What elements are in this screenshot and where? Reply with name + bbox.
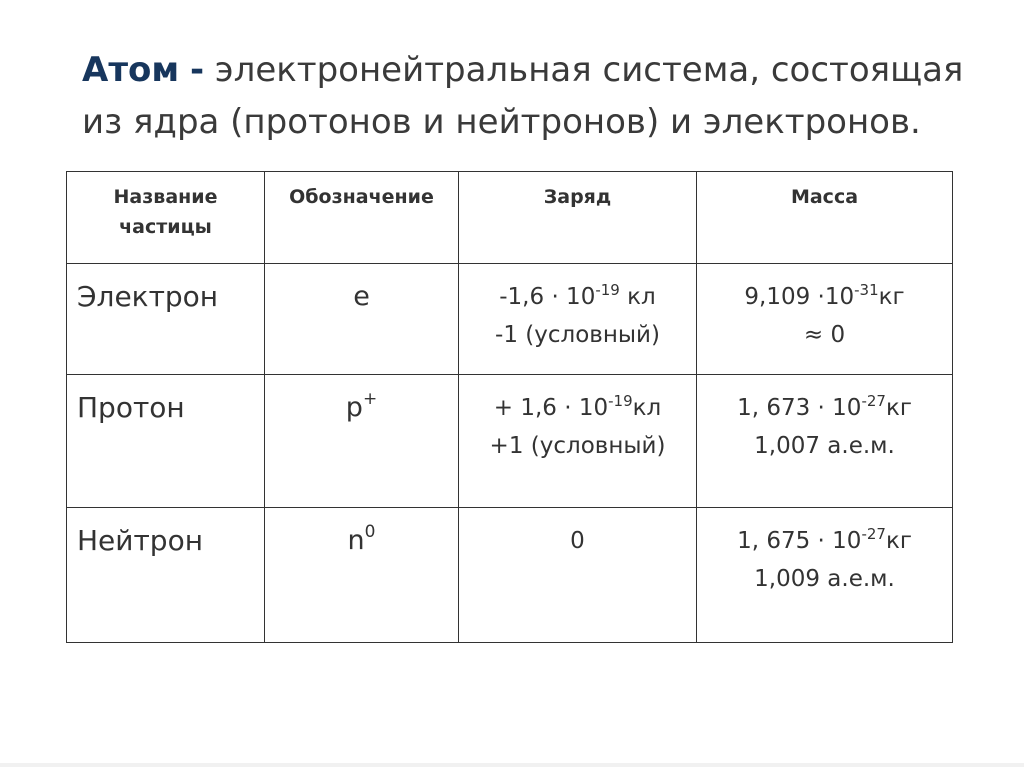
particle-mass — [697, 508, 953, 643]
slide-bottom-edge — [0, 763, 1024, 767]
particle-charge — [459, 508, 697, 643]
symbol-base: p — [345, 392, 363, 423]
charge-value: $-1,6 \cdot 10^{-19}$ кл — [499, 281, 656, 310]
particles-table — [66, 171, 953, 643]
particle-name: Нейтрон — [67, 508, 265, 643]
charge-value: 0 — [570, 528, 585, 554]
symbol-base: n — [347, 525, 365, 556]
symbol-base: e — [353, 281, 370, 312]
table-row — [67, 375, 953, 508]
particle-charge — [459, 375, 697, 508]
particle-mass — [697, 264, 953, 375]
header-charge: Заряд — [459, 172, 697, 264]
mass-amu: 1,007 а.е.м. — [754, 433, 895, 459]
heading-term: Атом — [82, 50, 180, 90]
charge-conventional: +1 (условный) — [489, 433, 666, 459]
particle-symbol — [265, 508, 459, 643]
mass-approx: ≈ 0 — [803, 322, 846, 348]
particle-charge — [459, 264, 697, 375]
charge-exponent: -19 — [608, 392, 633, 410]
header-name-line2: частицы — [119, 216, 212, 238]
heading-dash: - — [189, 50, 205, 90]
mass-exponent: -27 — [861, 525, 886, 543]
particle-symbol — [265, 375, 459, 508]
table-row — [67, 508, 953, 643]
mass-value: 1, $675 \cdot 10^{-27}кг$ — [737, 525, 912, 554]
charge-value: + $1,6 \cdot 10^{-19}кл$ — [493, 392, 662, 421]
slide-heading — [82, 44, 982, 148]
charge-conventional: -1 (условный) — [495, 322, 660, 348]
heading-definition: электронейтральная система, состоящая из ядра (протонов и нейтронов) и электронов. — [82, 50, 964, 142]
mass-value: $9,109 \cdot 10^{-31}кг$ — [744, 281, 905, 310]
header-name-line1: Название — [113, 186, 218, 208]
mass-exponent: -31 — [854, 281, 879, 299]
header-mass: Масса — [697, 172, 953, 264]
particle-symbol — [265, 264, 459, 375]
particle-mass — [697, 375, 953, 508]
header-particle-name — [67, 172, 265, 264]
table-row — [67, 264, 953, 375]
particle-name: Протон — [67, 375, 265, 508]
mass-value: 1, $673 \cdot 10^{-27}кг$ — [737, 392, 912, 421]
table-header-row — [67, 172, 953, 264]
symbol-superscript: 0 — [364, 522, 376, 542]
mass-amu: 1,009 а.е.м. — [754, 566, 895, 592]
header-symbol: Обозначение — [265, 172, 459, 264]
mass-exponent: -27 — [861, 392, 886, 410]
symbol-superscript: + — [362, 389, 378, 409]
charge-exponent: -19 — [595, 281, 620, 299]
particle-name: Электрон — [67, 264, 265, 375]
